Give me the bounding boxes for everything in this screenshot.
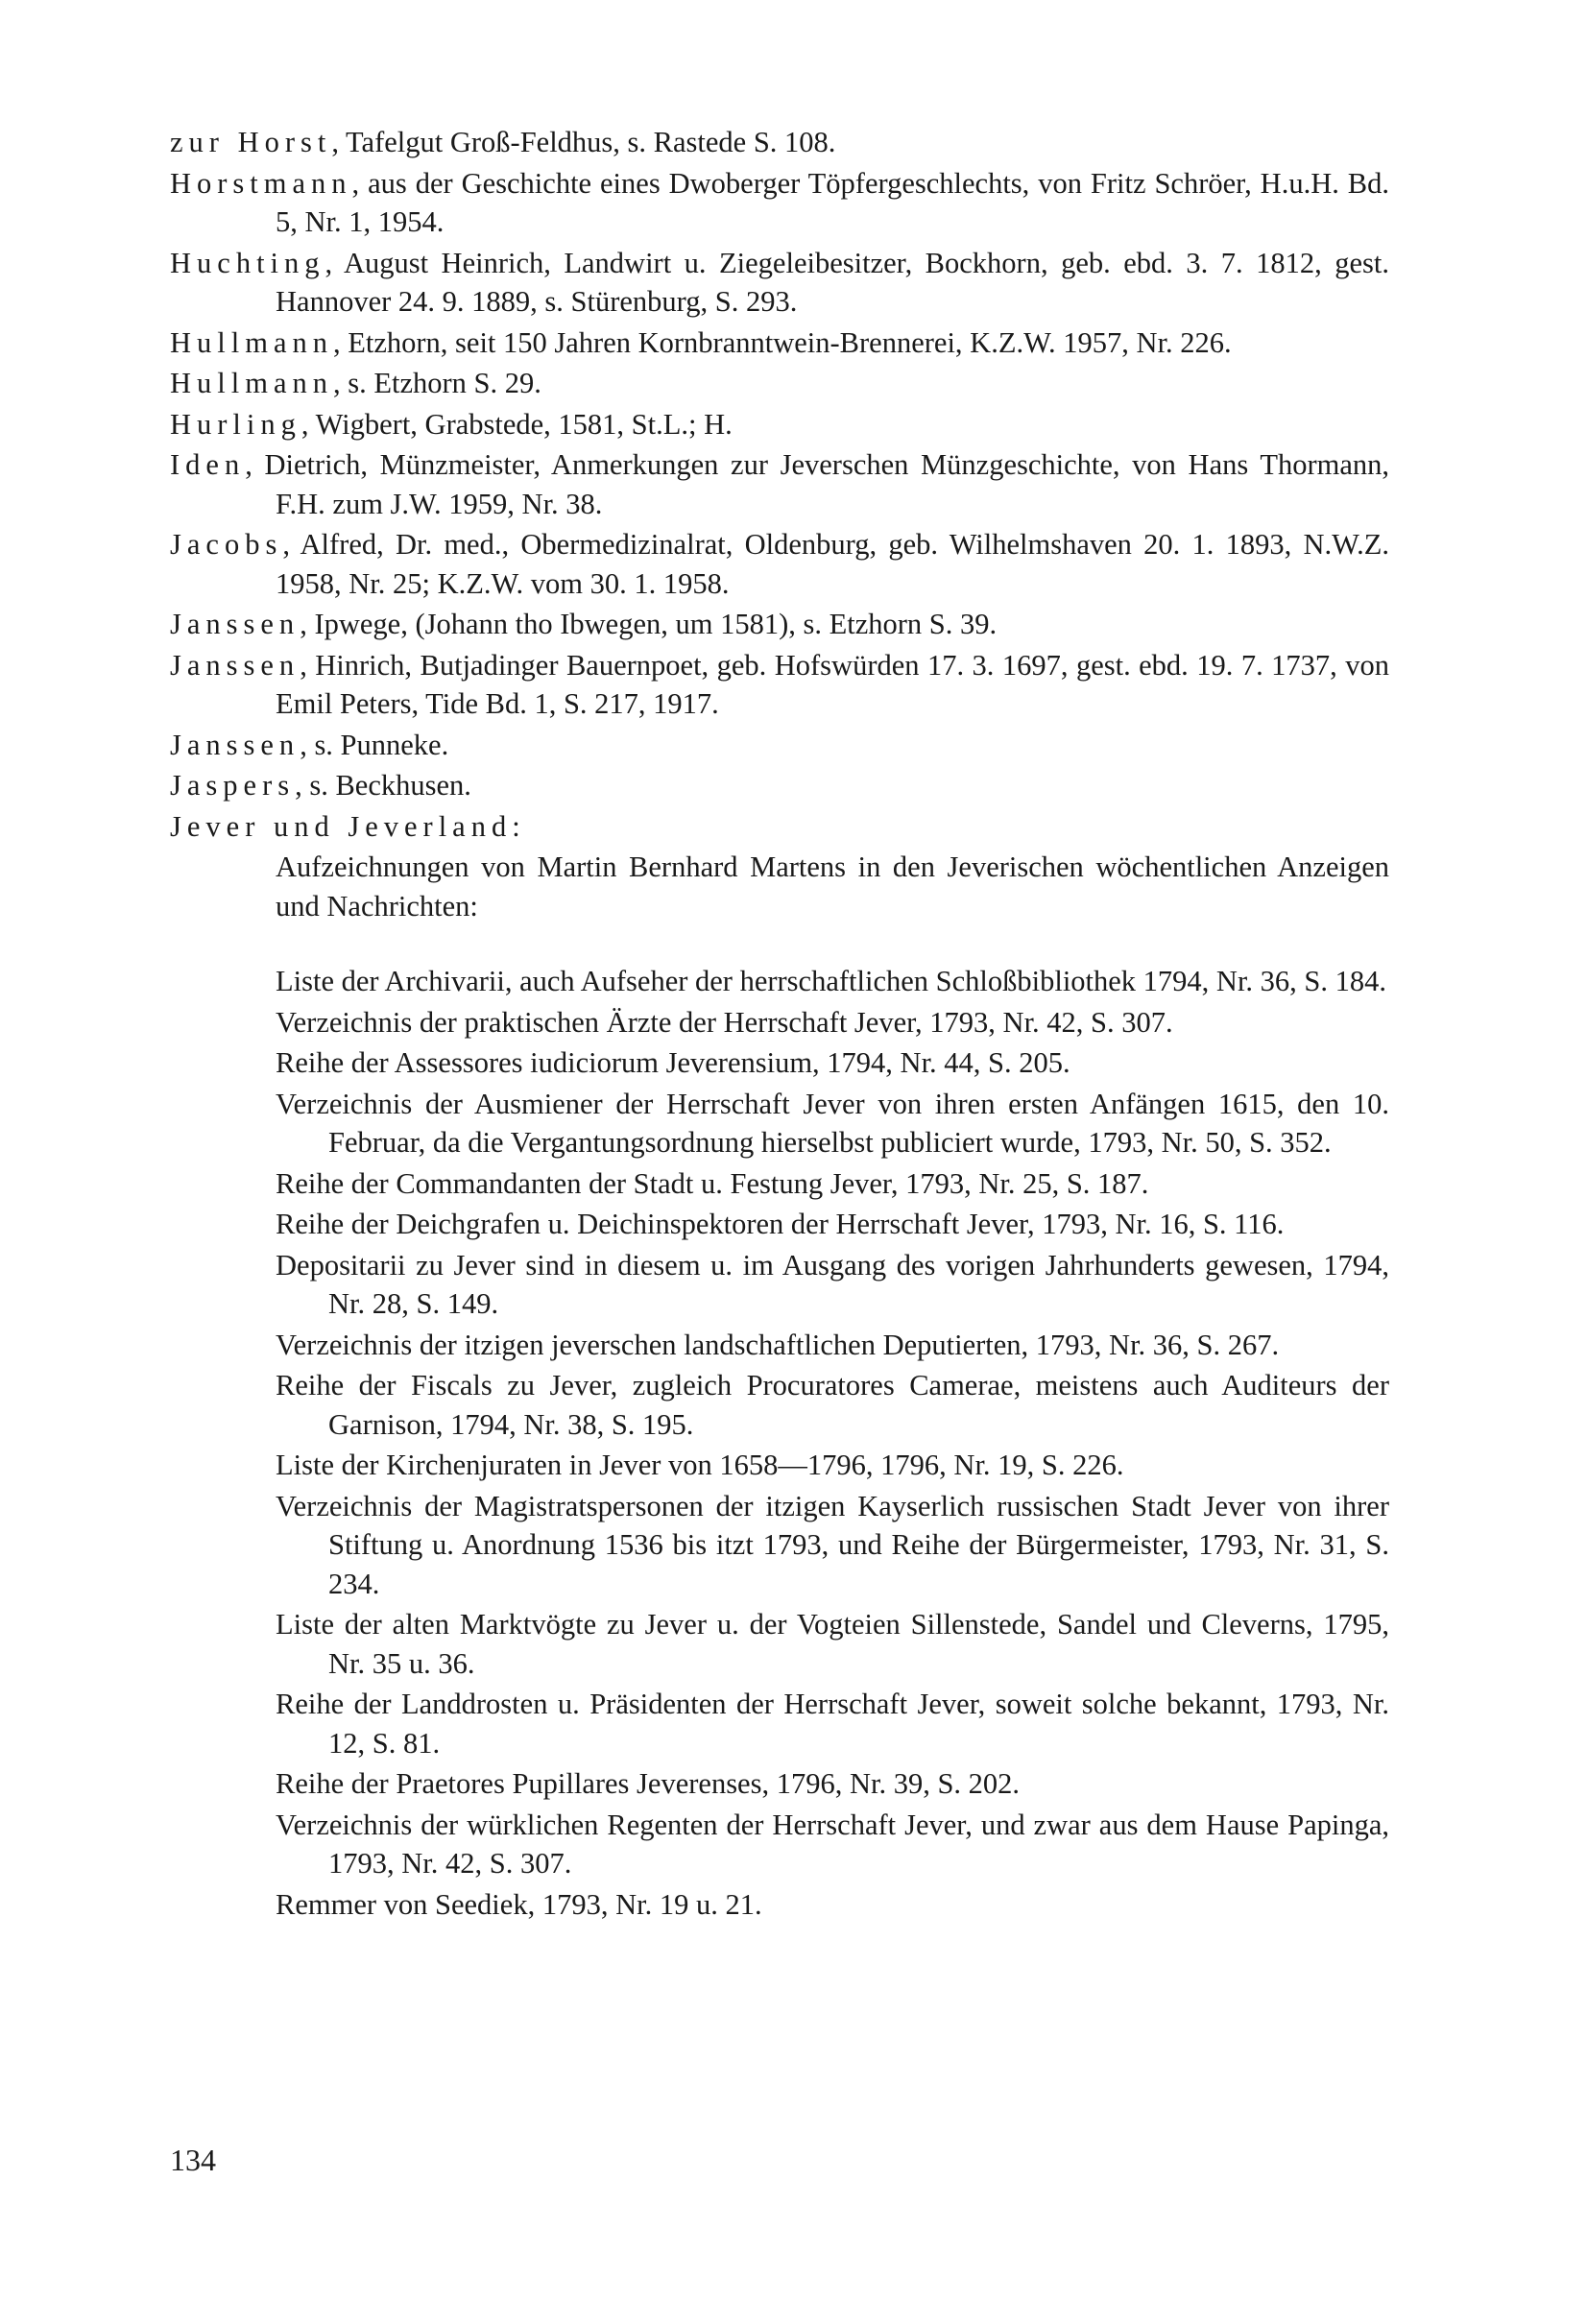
entry-jacobs: [170, 525, 1389, 603]
entry-text: , Etzhorn, seit 150 Jahren Kornbranntwein-Brennerei, K.Z.W. 1957, Nr. 226.: [333, 325, 1232, 359]
register-entries: [170, 123, 1389, 1926]
jever-item: Verzeichnis der praktischen Ärzte der Herrschaft Jever, 1793, Nr. 42, S. 307.: [276, 1005, 1173, 1039]
entry-hullmann-2: [170, 364, 1389, 403]
entry-head: Janssen: [170, 648, 301, 682]
entry-text: , s. Etzhorn S. 29.: [333, 367, 541, 399]
entry-text: , Ipwege, (Johann tho Ibwegen, um 1581), s. Etzhorn S. 39.: [300, 608, 998, 640]
jever-item: Reihe der Fiscals zu Jever, zugleich Procuratores Camerae, meistens auch Auditeurs der Garnison, 1794, Nr. 38, S. 195.: [276, 1369, 1389, 1441]
entry-janssen-2: [170, 646, 1389, 724]
entry-text: , Dietrich, Münzmeister, Anmerkungen zur Jeverschen Münzgeschichte, von Hans Thormann, F.H. zum J.W. 1959, Nr. 38.: [245, 448, 1389, 520]
entry-head: Huchting: [170, 246, 325, 279]
entry-huchting: [170, 244, 1389, 322]
entry-head: Horstmann: [170, 166, 352, 200]
entry-head: Jacobs: [170, 528, 283, 561]
page-number: 134: [170, 2143, 216, 2177]
jever-item: Liste der Kirchenjuraten in Jever von 1658—1796, 1796, Nr. 19, S. 226.: [276, 1449, 1124, 1481]
entry-head: Iden: [170, 448, 246, 481]
jever-item: Liste der alten Marktvögte zu Jever u. der Vogteien Sillenstede, Sandel und Cleverns, 1795, Nr. 35 u. 36.: [276, 1608, 1389, 1680]
entry-text: , Wigbert, Grabstede, 1581, St.L.; H.: [301, 407, 733, 441]
jever-item: Reihe der Landdrosten u. Präsidenten der Herrschaft Jever, soweit solche bekannt, 1793, Nr. 12, S. 81.: [276, 1688, 1389, 1760]
entry-jaspers: [170, 766, 1389, 805]
jever-item: Reihe der Praetores Pupillares Jeverenses, 1796, Nr. 39, S. 202.: [276, 1767, 1021, 1800]
jever-item: Reihe der Commandanten der Stadt u. Festung Jever, 1793, Nr. 25, S. 187.: [276, 1166, 1149, 1200]
entry-head: Janssen: [170, 728, 301, 761]
jever-item: Depositarii zu Jever sind in diesem u. im Ausgang des vorigen Jahrhunderts gewesen, 1794, Nr. 28, S. 149.: [276, 1248, 1389, 1320]
jever-item: Reihe der Assessores iudiciorum Jeverensium, 1794, Nr. 44, S. 205.: [276, 1046, 1070, 1079]
entry-hullmann-1: [170, 323, 1389, 363]
entry-janssen-1: [170, 605, 1389, 644]
entry-text: , s. Beckhusen.: [295, 769, 471, 802]
jever-item: Verzeichnis der Magistratspersonen der itzigen Kayserlich russischen Stadt Jever von ihrer Stiftung u. Anordnung 1536 bis itzt 1793, und Reihe der Bürgermeister, 1793, Nr. 31, S. 234.: [276, 1489, 1389, 1600]
entry-jever-und-jeverland: [170, 807, 1389, 847]
entry-head: zur Horst: [170, 126, 332, 158]
entry-text: , s. Punneke.: [300, 728, 449, 761]
entry-iden: [170, 445, 1389, 523]
entry-text: , Tafelgut Groß-Feldhus, s. Rastede S. 108.: [331, 126, 836, 158]
entry-zur-horst: [170, 123, 1389, 162]
entry-text: , August Heinrich, Landwirt u. Ziegeleibesitzer, Bockhorn, geb. ebd. 3. 7. 1812, gest. Hannover 24. 9. 1889, s. Stürenburg, S. 293.: [276, 246, 1389, 318]
entry-horstmann: [170, 164, 1389, 242]
jever-item: Verzeichnis der Ausmiener der Herrschaft Jever von ihren ersten Anfängen 1615, den 10. Februar, da die Vergantungsordnung hierselbst publiciert wurde, 1793, Nr. 50, S. 352.: [276, 1087, 1389, 1159]
entry-head: Jever und Jeverland: [170, 809, 513, 843]
entry-text: , Alfred, Dr. med., Obermedizinalrat, Oldenburg, geb. Wilhelmshaven 20. 1. 1893, N.W.Z. 1958, Nr. 25; K.Z.W. vom 30. 1. 1958.: [276, 528, 1389, 600]
jever-item: Reihe der Deichgrafen u. Deichinspektoren der Herrschaft Jever, 1793, Nr. 16, S. 116.: [276, 1208, 1285, 1240]
entry-hurling: [170, 405, 1389, 444]
jever-item: Remmer von Seediek, 1793, Nr. 19 u. 21.: [276, 1887, 762, 1921]
entry-head: Hullmann: [170, 325, 333, 359]
jever-item: Verzeichnis der itzigen jeverschen landschaftlichen Deputierten, 1793, Nr. 36, S. 267.: [276, 1328, 1280, 1361]
entry-head: Janssen: [170, 608, 301, 640]
jever-intro: Aufzeichnungen von Martin Bernhard Martens in den Jeverischen wöchentlichen Anzeigen und Nachrichten:: [276, 851, 1389, 922]
jever-item: Verzeichnis der würklichen Regenten der Herrschaft Jever, und zwar aus dem Hause Papinga, 1793, Nr. 42, S. 307.: [276, 1808, 1389, 1880]
jever-item: Liste der Archivarii, auch Aufseher der herrschaftlichen Schloßbibliothek 1794, Nr. 36, S. 184.: [276, 965, 1387, 997]
entry-head: Hullmann: [170, 367, 333, 399]
entry-text: , Hinrich, Butjadinger Bauernpoet, geb. Hofswürden 17. 3. 1697, gest. ebd. 19. 7. 1737, von Emil Peters, Tide Bd. 1, S. 217, 1917.: [276, 648, 1389, 720]
entry-janssen-3: [170, 726, 1389, 765]
entry-text: :: [512, 809, 520, 843]
entry-head: Jaspers: [170, 769, 296, 802]
entry-head: Hurling: [170, 407, 301, 441]
entry-text: , aus der Geschichte eines Dwoberger Töpfergeschlechts, von Fritz Schröer, H.u.H. Bd. 5, Nr. 1, 1954.: [276, 166, 1389, 238]
